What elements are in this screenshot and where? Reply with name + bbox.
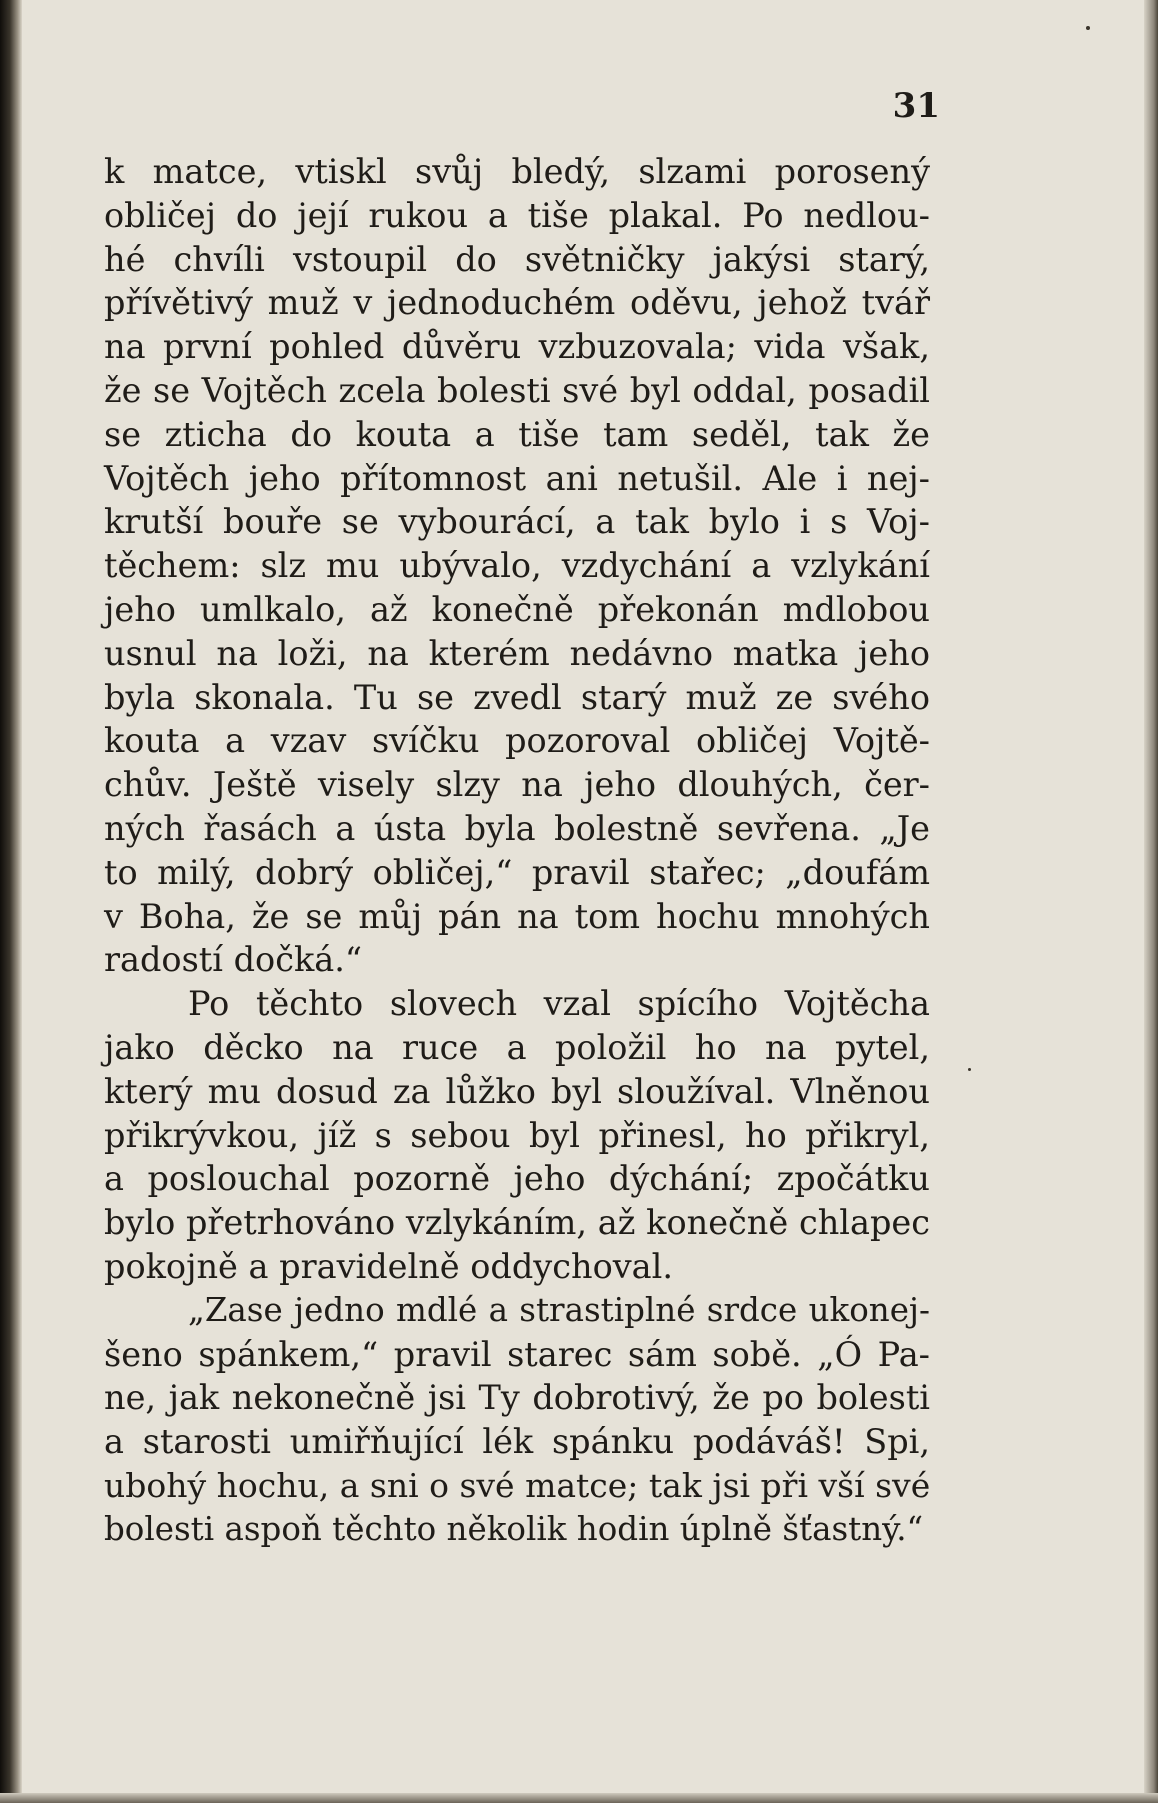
book-binding-shadow (0, 0, 22, 1803)
paragraph (104, 982, 930, 1289)
text-line: krutší bouře se vybourácí, a tak bylo i s Voj- (104, 502, 930, 542)
text-line: který mu dosud za lůžko byl sloužíval. Vlněnou (104, 1071, 930, 1111)
text-line: pokojně a pravidelně oddychoval. (104, 1246, 673, 1286)
text-line: hé chvíli vstoupil do světničky jakýsi starý, (104, 239, 930, 279)
text-line: jako děcko na ruce a položil ho na pytel, (104, 1027, 930, 1067)
text-line: obličej do její rukou a tiše plakal. Po nedlou- (104, 195, 930, 235)
text-line: se zticha do kouta a tiše tam seděl, tak že (104, 414, 930, 454)
paragraph (104, 150, 930, 982)
text-line: kouta a vzav svíčku pozoroval obličej Vojtě- (104, 721, 930, 761)
text-line: a poslouchal pozorně jeho dýchání; zpočátku (104, 1159, 930, 1199)
text-line: k matce, vtiskl svůj bledý, slzami porosený (104, 152, 930, 191)
text-line: bylo přetrhováno vzlykáním, až konečně chlapec (104, 1203, 930, 1243)
text-line: ných řasách a ústa byla bolestně sevřena. „Je (104, 808, 930, 848)
text-line: byla skonala. Tu se zvedl starý muž ze svého (104, 677, 930, 717)
paper-speck (968, 1068, 971, 1071)
text-line: že se Vojtěch zcela bolesti své byl oddal, posadil (104, 370, 930, 410)
text-line: chův. Ještě visely slzy na jeho dlouhých, čer- (104, 765, 930, 805)
text-line: radostí dočká.“ (104, 940, 363, 980)
text-line: bolesti aspoň těchto několik hodin úplně šťastný.“ (104, 1509, 924, 1548)
page-edge-right (1144, 0, 1158, 1803)
page-number: 31 (892, 86, 940, 126)
text-line: Po těchto slovech vzal spícího Vojtěcha (188, 984, 930, 1024)
text-line: Vojtěch jeho přítomnost ani netušil. Ale i nej- (104, 458, 930, 498)
page-edge-bottom (0, 1793, 1158, 1803)
text-line: ubohý hochu, a sni o své matce; tak jsi při vší své (104, 1465, 931, 1505)
text-line: to milý, dobrý obličej,“ pravil stařec; „doufám (104, 852, 930, 892)
body-text (104, 150, 930, 1552)
paper-speck (1086, 26, 1090, 30)
text-line: v Boha, že se můj pán na tom hochu mnohých (104, 896, 930, 936)
text-line: těchem: slz mu ubývalo, vzdychání a vzlykání (104, 546, 930, 586)
text-line: šeno spánkem,“ pravil starec sám sobě. „Ó Pa- (104, 1334, 930, 1374)
paragraph (104, 1289, 930, 1552)
text-line: přikrývkou, jíž s sebou byl přinesl, ho přikryl, (104, 1115, 930, 1155)
text-line: „Zase jedno mdlé a strastiplné srdce ukonej- (188, 1290, 930, 1329)
text-line: ne, jak nekonečně jsi Ty dobrotivý, že po bolesti (104, 1378, 930, 1418)
text-line: a starosti umiřňující lék spánku podáváš! Spi, (104, 1422, 930, 1462)
text-line: na první pohled důvěru vzbuzovala; vida však, (104, 327, 930, 367)
text-line: přívětivý muž v jednoduchém oděvu, jehož tvář (104, 283, 930, 323)
text-line: jeho umlkalo, až konečně překonán mdlobou (104, 589, 930, 629)
text-line: usnul na loži, na kterém nedávno matka jeho (104, 633, 930, 673)
